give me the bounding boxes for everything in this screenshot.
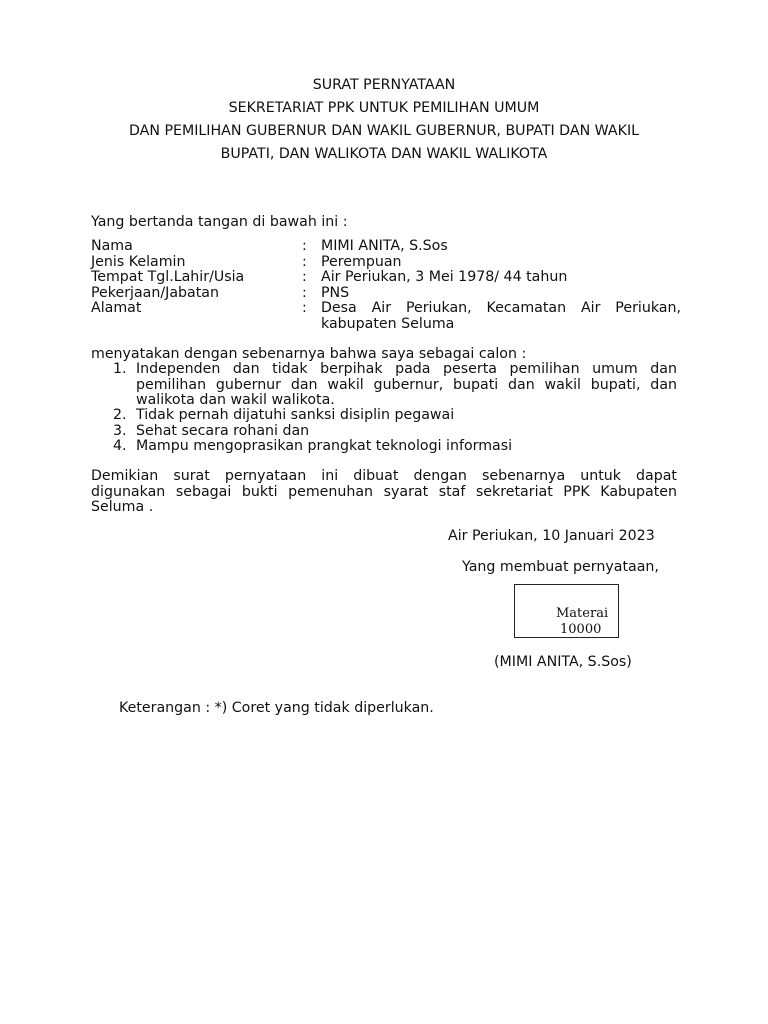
sep-pekerjaan: : xyxy=(302,285,307,301)
closing-line-1: Demikian surat pernyataan ini dibuat dengan sebenarnya untuk dapat xyxy=(91,468,677,484)
label-nama: Nama xyxy=(91,238,133,254)
list-item-2: Tidak pernah dijatuhi sanksi disiplin pegawai xyxy=(136,407,455,423)
value-nama: MIMI ANITA, S.Sos xyxy=(321,238,448,254)
doc-subtitle-3: BUPATI, DAN WALIKOTA DAN WAKIL WALIKOTA xyxy=(220,146,548,162)
doc-subtitle-2: DAN PEMILIHAN GUBERNUR DAN WAKIL GUBERNUR, BUPATI DAN WAKIL xyxy=(128,123,640,139)
list-item-number: 4. xyxy=(113,438,127,454)
list-item-1-line-2: pemilihan gubernur dan wakil gubernur, bupati dan wakil bupati, dan xyxy=(136,377,677,393)
sep-ttl: : xyxy=(302,269,307,285)
materai-value: 10000 xyxy=(560,622,602,637)
place-date: Air Periukan, 10 Januari 2023 xyxy=(448,528,655,544)
label-pekerjaan: Pekerjaan/Jabatan xyxy=(91,285,219,301)
signer-name: (MIMI ANITA, S.Sos) xyxy=(494,654,632,670)
list-item-number: 1. xyxy=(113,361,127,377)
statement-intro: menyatakan dengan sebenarnya bahwa saya sebagai calon : xyxy=(91,346,527,362)
materai-label: Materai xyxy=(556,606,609,621)
closing-line-3: Seluma . xyxy=(91,499,154,515)
footnote: Keterangan : *) Coret yang tidak diperlukan. xyxy=(119,700,434,716)
closing-line-2: digunakan sebagai bukti pemenuhan syarat staf sekretariat PPK Kabupaten xyxy=(91,484,677,500)
doc-subtitle-1: SEKRETARIAT PPK UNTUK PEMILIHAN UMUM xyxy=(228,100,540,116)
sep-jenis-kelamin: : xyxy=(302,254,307,270)
label-alamat: Alamat xyxy=(91,300,142,316)
value-pekerjaan: PNS xyxy=(321,285,350,301)
signer-label: Yang membuat pernyataan, xyxy=(462,559,659,575)
list-item-1-line-3: walikota dan wakil walikota. xyxy=(136,392,335,408)
intro-text: Yang bertanda tangan di bawah ini : xyxy=(91,214,348,230)
value-ttl: Air Periukan, 3 Mei 1978/ 44 tahun xyxy=(321,269,568,285)
list-item-4: Mampu mengoprasikan prangkat teknologi informasi xyxy=(136,438,513,454)
sep-alamat: : xyxy=(302,300,307,316)
list-item-1-line-1: Independen dan tidak berpihak pada peserta pemilihan umum dan xyxy=(136,361,677,377)
label-ttl: Tempat Tgl.Lahir/Usia xyxy=(91,269,245,285)
list-item-number: 3. xyxy=(113,423,127,439)
value-alamat-line-2: kabupaten Seluma xyxy=(321,316,455,332)
value-alamat-line-1: Desa Air Periukan, Kecamatan Air Periukan, xyxy=(321,300,681,316)
doc-title: SURAT PERNYATAAN xyxy=(312,77,456,93)
label-jenis-kelamin: Jenis Kelamin xyxy=(91,254,186,270)
list-item-number: 2. xyxy=(113,407,127,423)
sep-nama: : xyxy=(302,238,307,254)
list-item-3: Sehat secara rohani dan xyxy=(136,423,310,439)
value-jenis-kelamin: Perempuan xyxy=(321,254,402,270)
